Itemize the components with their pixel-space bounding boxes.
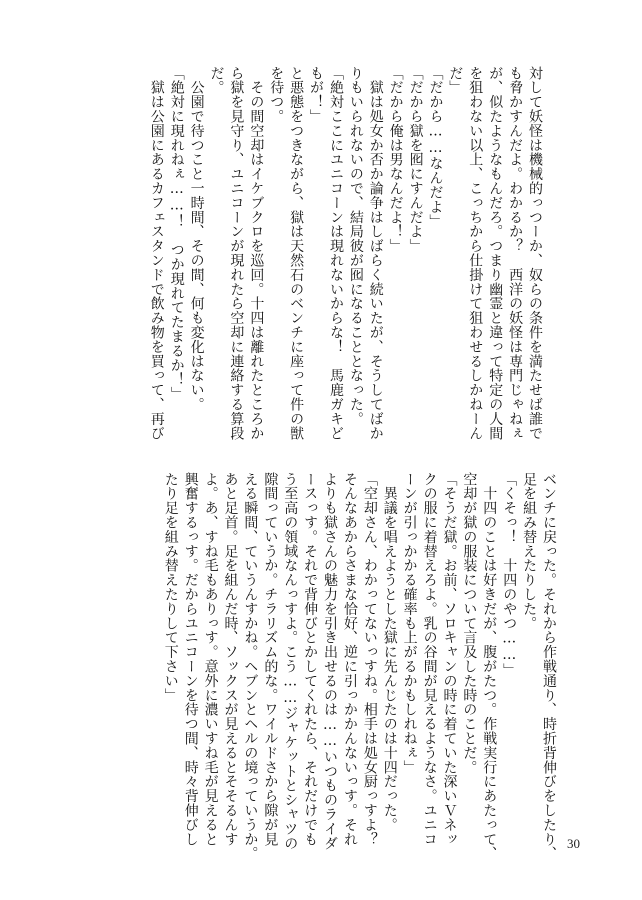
upper-text-line: 獄は処女か否か論争はしばらく続いたが、そうしてばか bbox=[367, 66, 384, 441]
text-block-lower bbox=[160, 472, 558, 861]
upper-text-line: その間空却はイケブクロを巡回。十四は離れたところか bbox=[248, 66, 265, 441]
lower-text-line: クの服に着替えろよ。乳の谷間が見えるようなさ。ユニコ bbox=[421, 472, 438, 847]
upper-text-line: 「絶対ここにユニコーンは現れないからな！ 馬鹿ガキど bbox=[327, 66, 344, 441]
upper-text-line: も脅かすんだよ。わかるか？ 西洋の妖怪は専門じゃねぇ bbox=[507, 66, 524, 441]
lower-text-line: ベンチに戻った。それから作戦通り、時折背伸びをしたり、 bbox=[541, 472, 557, 861]
lower-text-line: たり足を組み替えたりして下さい」 bbox=[162, 472, 179, 703]
upper-text-line: 「だから俺は男なんだよ！」 bbox=[387, 66, 404, 254]
upper-text-line: が、似たようなもんだろ。つまり幽霊と違って特定の人間 bbox=[487, 66, 504, 441]
lower-text-line: 興奮するっす。だからユニコーンを待つ間、時々背伸びし bbox=[182, 472, 199, 847]
lower-text-line: 隙間っていうか。チラリズム的な。ワイルドさから隙が見 bbox=[262, 472, 279, 847]
lower-text-line: あと足首。足を組んだ時、ソックスが見えるとそそるんす bbox=[222, 472, 239, 847]
lower-text-line: よりも獄さんの魅力を引き出せるのは……いつものライダ bbox=[322, 472, 339, 851]
upper-text-line: 「だから……なんだよ」 bbox=[427, 66, 444, 229]
upper-text-line: ら獄を見守り、ユニコーンが現れたら空却に連絡する算段 bbox=[228, 66, 245, 441]
upper-text-line: りもいられないので、結局彼が囮になることとなった。 bbox=[347, 66, 364, 426]
upper-text-line: 公園で待つこと一時間、その間、何も変化はない。 bbox=[188, 66, 205, 412]
lower-text-line: える瞬間、ていうんすかね。ヘブンとヘルの境っていうか。 bbox=[242, 472, 259, 861]
lower-text-line: 十四のことは好きだが、腹がたつ。作戦実行にあたって、 bbox=[481, 472, 498, 861]
upper-text-line: を待つ。 bbox=[268, 66, 285, 124]
upper-text-line: 「絶対に現れねぇ……！ つか現れてたまるか！」 bbox=[168, 66, 185, 402]
upper-text-line: と悪態をつきながら、獄は天然石のベンチに座って件の獣 bbox=[288, 66, 305, 441]
lower-text-line: 足を組み替えたりした。 bbox=[521, 472, 538, 631]
lower-text-line: 「くそっ！ 十四のやつ……」 bbox=[501, 472, 518, 678]
upper-text-line: だ」 bbox=[447, 66, 464, 95]
upper-text-line: 対して妖怪は機械的っつーか、奴らの条件を満たせば誰で bbox=[527, 66, 543, 441]
lower-text-line: ースっす。それで背伸びとかしてくれたら、それだけでも bbox=[302, 472, 319, 847]
lower-text-line: 空却が獄の服装について言及した時のことだ。 bbox=[461, 472, 478, 775]
lower-text-line: よ。あ、すね毛もありっす。意外に濃いすね毛が見えると bbox=[202, 472, 219, 847]
page-number: 30 bbox=[567, 836, 580, 851]
lower-text-line: そんなあからさまな恰好、逆に引っかかんないっす。それ bbox=[341, 472, 358, 847]
lower-text-line: 異議を唱えようとした獄に先んじたのは十四だった。 bbox=[381, 472, 398, 832]
text-block-upper bbox=[146, 66, 544, 441]
lower-text-line: う至高の領域なんっすよ。こう……ジャケットとシャツの bbox=[282, 472, 299, 851]
upper-text-line: もが！」 bbox=[308, 66, 325, 124]
lower-text-line: ーンが引っかかる確率も上がるかもしれねぇ」 bbox=[401, 472, 418, 775]
lower-text-line: 「空却さん、わかってないっすね。相手は処女厨っすよ？ bbox=[361, 472, 378, 847]
upper-text-line: を狙わない以上、こっちから仕掛けて狙わせるしかねーん bbox=[467, 66, 484, 441]
upper-text-line: だ。 bbox=[208, 66, 225, 95]
lower-text-line: 「そうだ獄。お前、ソロキャンの時に着ていた深いＶネッ bbox=[441, 472, 458, 847]
upper-text-line: 獄は公園にあるカフェスタンドで飲み物を買って、再び bbox=[148, 66, 165, 441]
upper-text-line: 「だから獄を囮にすんだよ」 bbox=[407, 66, 424, 254]
